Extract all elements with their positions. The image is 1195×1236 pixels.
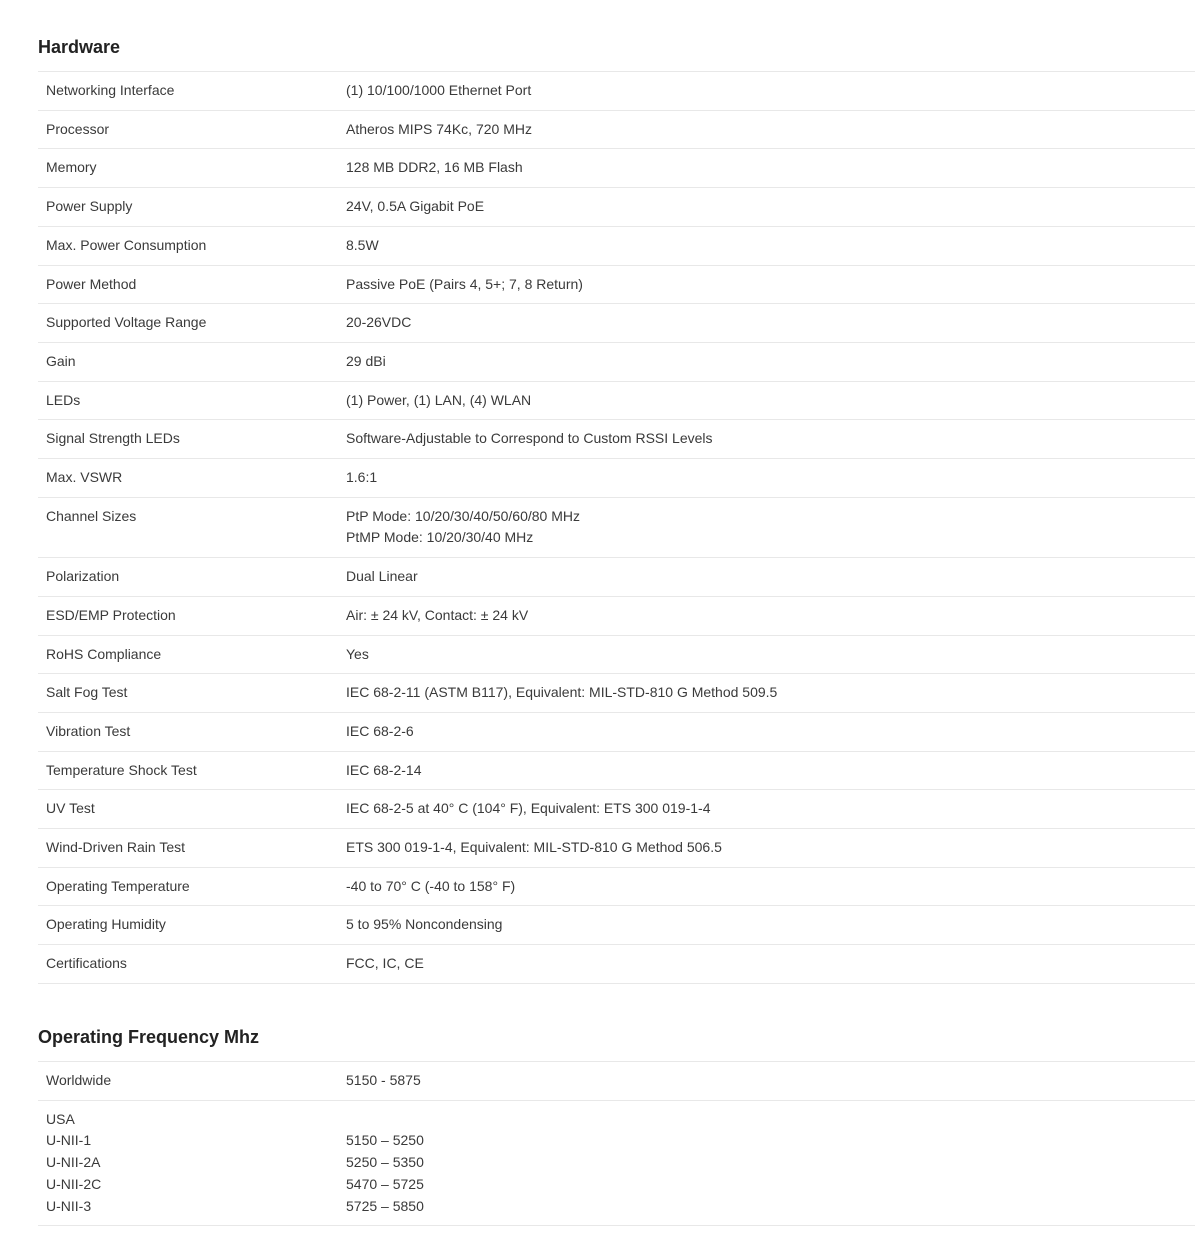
spec-label: Memory bbox=[46, 159, 97, 176]
spec-label: UV Test bbox=[46, 800, 95, 817]
table-row bbox=[38, 149, 1195, 188]
spec-value: 1.6:1 bbox=[346, 469, 378, 486]
band-value: 5470 – 5725 bbox=[346, 1175, 424, 1192]
spec-value: 20-26VDC bbox=[346, 314, 412, 331]
frequency-spec-table bbox=[38, 1061, 1195, 1226]
band-value: 5725 – 5850 bbox=[346, 1197, 424, 1214]
band-label: U-NII-3 bbox=[46, 1197, 92, 1214]
band-label: U-NII-1 bbox=[46, 1132, 92, 1149]
frequency-title: Operating Frequency Mhz bbox=[38, 1027, 260, 1047]
spec-label: RoHS Compliance bbox=[46, 645, 162, 662]
spec-label: Operating Humidity bbox=[46, 916, 166, 933]
spec-label: Worldwide bbox=[46, 1072, 112, 1088]
spec-value: 8.5W bbox=[346, 236, 379, 253]
band-label: U-NII-2C bbox=[46, 1175, 102, 1192]
spec-value: Atheros MIPS 74Kc, 720 MHz bbox=[346, 120, 532, 137]
table-row bbox=[38, 829, 1195, 868]
spec-label: Wind-Driven Rain Test bbox=[46, 839, 186, 856]
spec-value: 24V, 0.5A Gigabit PoE bbox=[346, 198, 485, 215]
table-row bbox=[38, 945, 1195, 984]
table-row bbox=[38, 1100, 1195, 1226]
table-row bbox=[38, 265, 1195, 304]
spec-value-line: PtP Mode: 10/20/30/40/50/60/80 MHz bbox=[346, 507, 581, 524]
spec-value: IEC 68-2-6 bbox=[346, 722, 414, 739]
table-row bbox=[38, 304, 1195, 343]
table-row bbox=[38, 674, 1195, 713]
band-value: 5150 – 5250 bbox=[346, 1132, 424, 1149]
table-row bbox=[38, 381, 1195, 420]
spec-label: LEDs bbox=[46, 391, 81, 408]
spec-label: Max. Power Consumption bbox=[46, 236, 207, 253]
frequency-section bbox=[38, 1025, 1195, 1226]
spec-value: IEC 68-2-14 bbox=[346, 761, 422, 778]
spec-value: ETS 300 019-1-4, Equivalent: MIL-STD-810 G Method 506.5 bbox=[346, 839, 722, 856]
table-row bbox=[38, 751, 1195, 790]
table-row bbox=[38, 188, 1195, 227]
spec-label: USA bbox=[46, 1110, 75, 1127]
hardware-title: Hardware bbox=[38, 37, 121, 57]
table-row bbox=[38, 635, 1195, 674]
table-row bbox=[38, 226, 1195, 265]
spec-value: 29 dBi bbox=[346, 352, 386, 369]
hardware-spec-table bbox=[38, 71, 1195, 984]
table-row bbox=[38, 459, 1195, 498]
spec-value: Air: ± 24 kV, Contact: ± 24 kV bbox=[346, 606, 529, 623]
spec-value: 5 to 95% Noncondensing bbox=[346, 916, 503, 933]
spec-label: Vibration Test bbox=[46, 722, 131, 739]
spec-value: 5150 - 5875 bbox=[346, 1072, 421, 1088]
band-value: 5250 – 5350 bbox=[346, 1154, 424, 1171]
spec-value: FCC, IC, CE bbox=[346, 955, 424, 972]
spacer bbox=[346, 1109, 1195, 1131]
spec-value: -40 to 70° C (-40 to 158° F) bbox=[346, 877, 516, 894]
table-row bbox=[38, 712, 1195, 751]
spec-value: Dual Linear bbox=[346, 568, 418, 585]
table-row bbox=[38, 497, 1195, 557]
table-row bbox=[38, 342, 1195, 381]
spec-value: Software-Adjustable to Correspond to Custom RSSI Levels bbox=[346, 430, 713, 447]
spec-label: Processor bbox=[46, 120, 110, 137]
table-row bbox=[38, 110, 1195, 149]
table-row bbox=[38, 1062, 1195, 1101]
spec-label: Power Supply bbox=[46, 198, 133, 215]
spec-label: Supported Voltage Range bbox=[46, 314, 207, 331]
hardware-section bbox=[38, 35, 1195, 984]
band-label: U-NII-2A bbox=[46, 1154, 101, 1171]
table-row bbox=[38, 790, 1195, 829]
spec-value: Yes bbox=[346, 645, 369, 662]
spec-label: Temperature Shock Test bbox=[46, 761, 197, 778]
table-row bbox=[38, 420, 1195, 459]
spec-label: Signal Strength LEDs bbox=[46, 430, 180, 447]
table-row bbox=[38, 596, 1195, 635]
spec-label: Operating Temperature bbox=[46, 877, 190, 894]
spec-value bbox=[346, 498, 1195, 557]
spec-label: Certifications bbox=[46, 955, 127, 972]
spec-value: IEC 68-2-11 (ASTM B117), Equivalent: MIL-STD-810 G Method 509.5 bbox=[346, 684, 778, 701]
spec-value: (1) Power, (1) LAN, (4) WLAN bbox=[346, 391, 532, 408]
spec-label: Networking Interface bbox=[46, 82, 175, 98]
spec-label: Channel Sizes bbox=[46, 507, 137, 524]
table-row bbox=[38, 906, 1195, 945]
spec-value-line: PtMP Mode: 10/20/30/40 MHz bbox=[346, 529, 534, 546]
table-row bbox=[38, 72, 1195, 111]
table-row bbox=[38, 867, 1195, 906]
spec-label: Gain bbox=[46, 352, 76, 369]
spec-label: ESD/EMP Protection bbox=[46, 606, 176, 623]
spec-value: (1) 10/100/1000 Ethernet Port bbox=[346, 82, 532, 98]
spec-value: 128 MB DDR2, 16 MB Flash bbox=[346, 159, 523, 176]
spec-label: Salt Fog Test bbox=[46, 684, 128, 701]
spec-value: Passive PoE (Pairs 4, 5+; 7, 8 Return) bbox=[346, 275, 583, 292]
table-row bbox=[38, 558, 1195, 597]
spec-label: Power Method bbox=[46, 275, 137, 292]
spec-label: Polarization bbox=[46, 568, 120, 585]
spec-value: IEC 68-2-5 at 40° C (104° F), Equivalent: ETS 300 019-1-4 bbox=[346, 800, 711, 817]
spec-label: Max. VSWR bbox=[46, 469, 123, 486]
